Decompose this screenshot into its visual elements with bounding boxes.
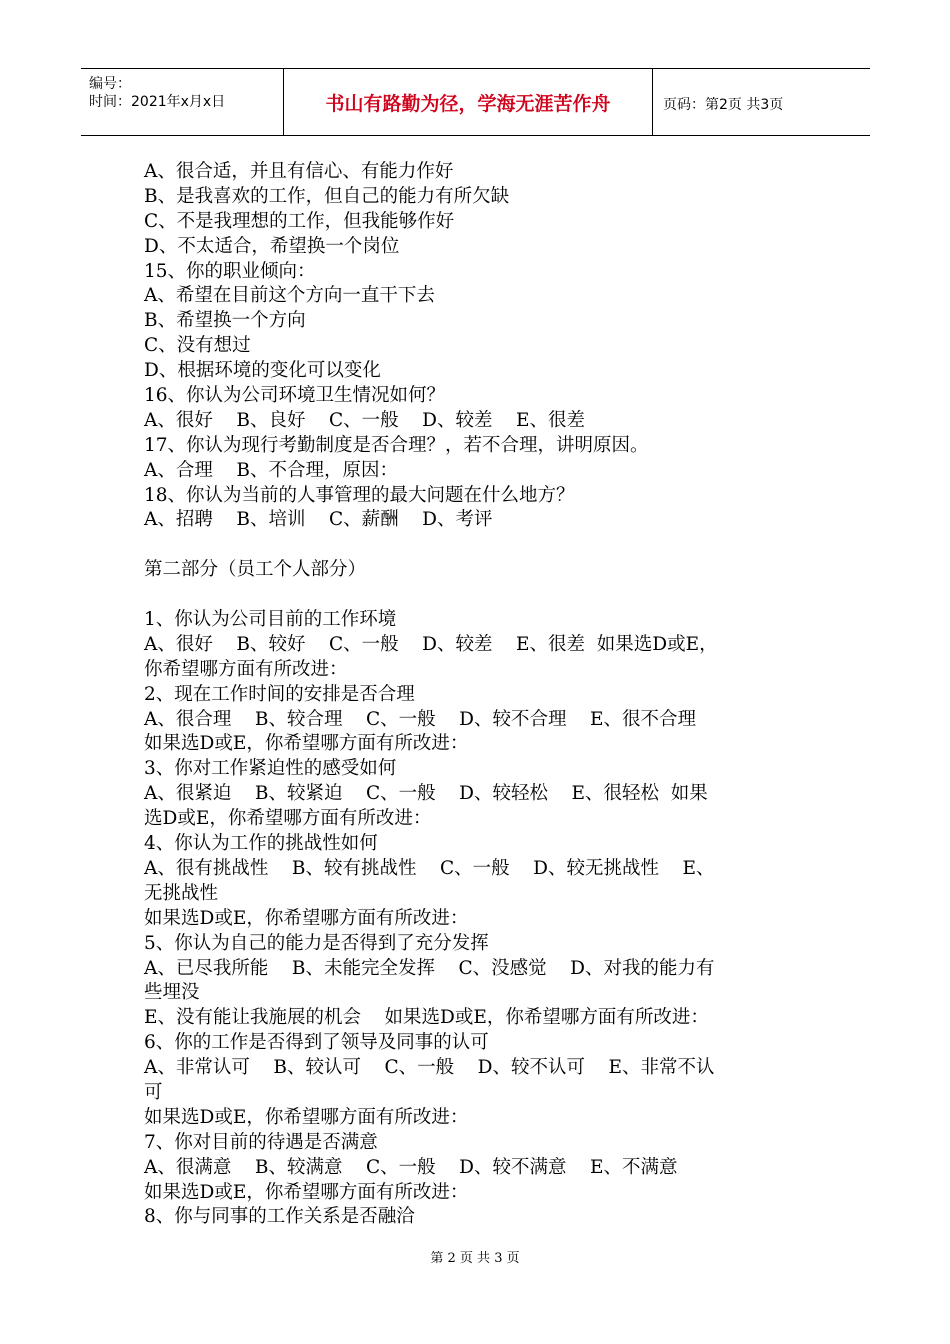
- slogan: 书山有路勤为径，学海无涯苦作舟: [325, 93, 611, 115]
- header-slogan-cell: [283, 69, 653, 135]
- text-line: 第二部分（员工个人部分）: [144, 559, 367, 581]
- text-line: A、希望在目前这个方向一直干下去: [144, 285, 435, 307]
- text-line: 4、你认为工作的挑战性如何: [144, 833, 378, 855]
- text-line: 如果选D或E，你希望哪方面有所改进：: [144, 733, 469, 755]
- header-meta: [81, 69, 283, 135]
- text-line: 选D或E，你希望哪方面有所改进：: [144, 808, 432, 830]
- text-line: A、非常认可 B、较认可 C、一般 D、较不认可 E、非常不认: [144, 1057, 715, 1079]
- text-line: A、合理 B、不合理，原因：: [144, 459, 398, 481]
- text-line: B、是我喜欢的工作，但自己的能力有所欠缺: [144, 185, 510, 207]
- text-line: 16、你认为公司环境卫生情况如何？: [144, 385, 446, 407]
- page-header: [81, 68, 870, 136]
- text-line: [144, 583, 814, 608]
- text-line: 些埋没: [144, 982, 200, 1004]
- text-line: 可: [144, 1081, 163, 1103]
- document-body: [144, 160, 814, 1230]
- text-line: 8、你与同事的工作关系是否融洽: [144, 1206, 415, 1228]
- text-line: A、很满意 B、较满意 C、一般 D、较不满意 E、不满意: [144, 1156, 678, 1178]
- text-line: [144, 533, 814, 558]
- text-line: B、希望换一个方向: [144, 310, 306, 332]
- date-line: 时间：2021年x月x日: [89, 94, 226, 110]
- text-line: A、很有挑战性 B、较有挑战性 C、一般 D、较无挑战性 E、: [144, 857, 715, 879]
- text-line: A、很合理 B、较合理 C、一般 D、较不合理 E、很不合理: [144, 708, 697, 730]
- page-info: 页码：第2页 共3页: [663, 97, 784, 113]
- text-line: A、很紧迫 B、较紧迫 C、一般 D、较轻松 E、很轻松 如果: [144, 783, 708, 805]
- text-line: A、招聘 B、培训 C、薪酬 D、考评: [144, 509, 493, 531]
- text-line: 15、你的职业倾向：: [144, 260, 316, 282]
- text-line: A、已尽我所能 B、未能完全发挥 C、没感觉 D、对我的能力有: [144, 957, 715, 979]
- text-line: C、不是我理想的工作，但我能够作好: [144, 210, 455, 232]
- text-line: 2、现在工作时间的安排是否合理: [144, 683, 415, 705]
- text-line: 7、你对目前的待遇是否满意: [144, 1131, 378, 1153]
- text-line: E、没有能让我施展的机会 如果选D或E，你希望哪方面有所改进：: [144, 1007, 709, 1029]
- text-line: A、很好 B、良好 C、一般 D、较差 E、很差: [144, 409, 586, 431]
- text-line: C、没有想过: [144, 335, 251, 357]
- text-line: 1、你认为公司目前的工作环境: [144, 609, 397, 631]
- header-page-cell: [653, 69, 870, 135]
- text-line: 如果选D或E，你希望哪方面有所改进：: [144, 907, 469, 929]
- text-line: D、根据环境的变化可以变化: [144, 360, 381, 382]
- text-line: 6、你的工作是否得到了领导及同事的认可: [144, 1032, 489, 1054]
- text-line: 如果选D或E，你希望哪方面有所改进：: [144, 1181, 469, 1203]
- text-line: 5、你认为自己的能力是否得到了充分发挥: [144, 932, 489, 954]
- text-line: A、很好 B、较好 C、一般 D、较差 E、很差 如果选D或E，: [144, 633, 718, 655]
- text-line: D、不太适合，希望换一个岗位: [144, 235, 400, 257]
- text-line: 18、你认为当前的人事管理的最大问题在什么地方？: [144, 484, 575, 506]
- text-line: 如果选D或E，你希望哪方面有所改进：: [144, 1106, 469, 1128]
- text-line: 无挑战性: [144, 882, 219, 904]
- text-line: A、很合适，并且有信心、有能力作好: [144, 161, 454, 182]
- text-line: 3、你对工作紧迫性的感受如何: [144, 758, 397, 780]
- serial-label: 编号：: [89, 76, 131, 92]
- page-footer: 第 2 页 共 3 页: [430, 1251, 520, 1266]
- text-line: 你希望哪方面有所改进：: [144, 658, 348, 680]
- text-line: 17、你认为现行考勤制度是否合理？，若不合理，讲明原因。: [144, 434, 649, 456]
